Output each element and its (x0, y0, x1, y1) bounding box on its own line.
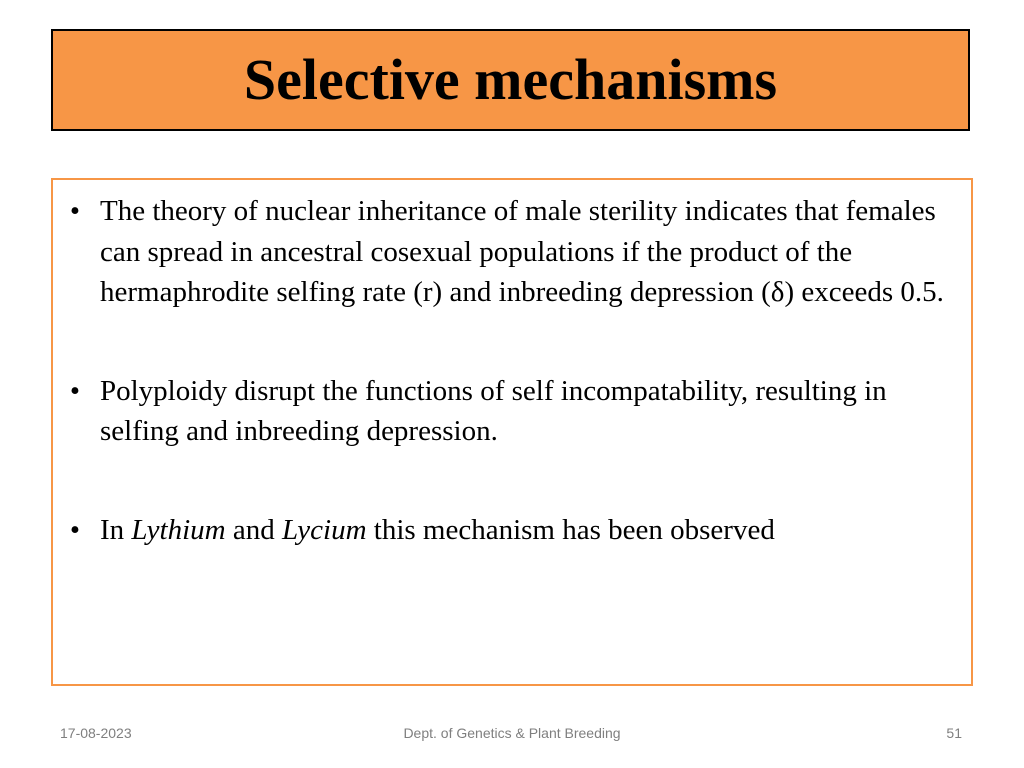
bullet-text: Polyploidy disrupt the functions of self incompatability, resulting in selfing and inbreeding depression. (100, 374, 887, 447)
slide-title: Selective mechanisms (243, 47, 778, 112)
bullet-dot-icon: • (69, 513, 81, 546)
title-box (51, 29, 970, 131)
footer-page-number: 51 (946, 725, 962, 741)
bullet-dot-icon: • (69, 195, 81, 227)
bullet-item (53, 191, 971, 313)
bullet-text: The theory of nuclear inheritance of male sterility indicates that females can spread in ancestral cosexual populations if the product of the hermaphrodite selfing rate (r) and inbreeding depression (δ) exceeds 0.5. (100, 195, 944, 308)
content-box (51, 178, 973, 686)
bullet-text-prefix: In (100, 513, 132, 546)
genus-name-lycium: Lycium (282, 513, 367, 546)
bullet-item (53, 371, 971, 452)
bullet-dot-icon: • (69, 374, 81, 407)
bullet-list (53, 191, 971, 550)
bullet-item (53, 510, 971, 551)
footer-department: Dept. of Genetics & Plant Breeding (403, 725, 621, 741)
bullet-text-middle: and (225, 513, 282, 546)
genus-name-lythium: Lythium (131, 513, 226, 546)
footer-date: 17-08-2023 (60, 725, 132, 741)
bullet-text-suffix: this mechanism has been observed (366, 513, 775, 546)
